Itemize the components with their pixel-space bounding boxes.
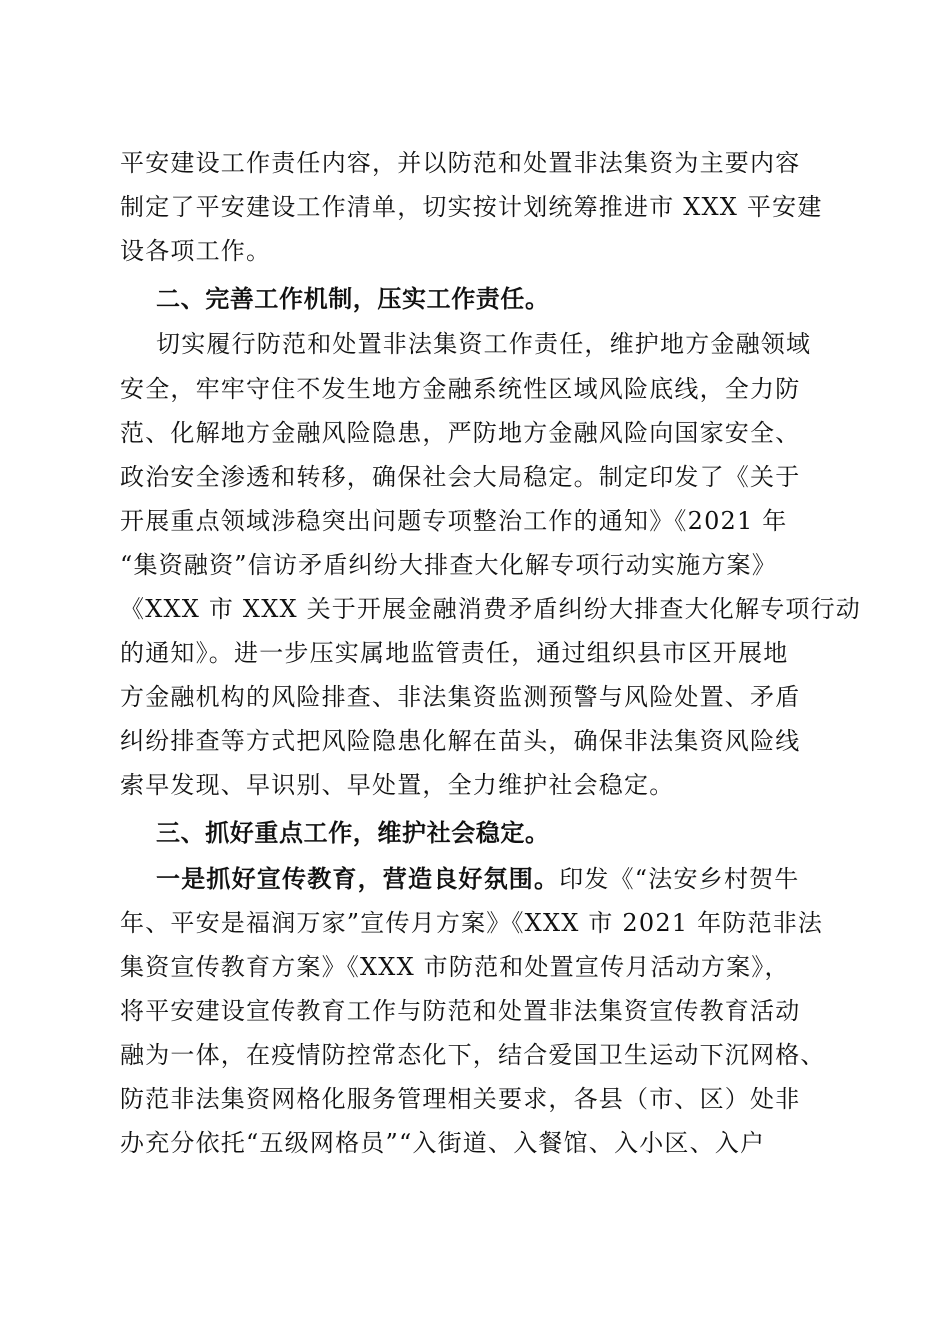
- paragraph-line: 《XXX 市 XXX 关于开展金融消费矛盾纠纷大排查大化解专项行动: [120, 595, 862, 623]
- paragraph-line: 范、化解地方金融风险隐患，严防地方金融风险向国家安全、: [120, 419, 801, 447]
- paragraph-line: 融为一体，在疫情防控常态化下，结合爱国卫生运动下沉网格、: [120, 1041, 826, 1069]
- paragraph-line: 的通知》。进一步压实属地监管责任，通过组织县市区开展地: [120, 639, 789, 667]
- paragraph-line: 制定了平安建设工作清单，切实按计划统筹推进市 XXX 平安建: [120, 193, 823, 221]
- paragraph-line: 纠纷排查等方式把风险隐患化解在苗头，确保非法集资风险线: [120, 727, 801, 755]
- paragraph-line: [156, 862, 876, 896]
- paragraph-line: 开展重点领域涉稳突出问题专项整治工作的通知》《2021 年: [120, 507, 788, 535]
- paragraph-line: 政治安全渗透和转移，确保社会大局稳定。制定印发了《关于: [120, 463, 801, 491]
- paragraph-line: 索早发现、早识别、早处置，全力维护社会稳定。: [120, 771, 675, 799]
- paragraph-line: 年、平安是福润万家”宣传月方案》《XXX 市 2021 年防范非法: [120, 909, 824, 937]
- paragraph-line: 将平安建设宣传教育工作与防范和处置非法集资宣传教育活动: [120, 997, 801, 1025]
- paragraph-line: 平安建设工作责任内容，并以防范和处置非法集资为主要内容: [120, 149, 801, 177]
- paragraph-line: 设各项工作。: [120, 237, 272, 265]
- section-heading: 二、完善工作机制，压实工作责任。: [156, 285, 550, 313]
- paragraph-line: 方金融机构的风险排查、非法集资监测预警与风险处置、矛盾: [120, 683, 801, 711]
- paragraph-line: 集资宣传教育方案》《XXX 市防范和处置宣传月活动方案》，: [120, 953, 790, 981]
- section-heading: 三、抓好重点工作，维护社会稳定。: [156, 819, 550, 847]
- paragraph-line: 办充分依托“五级网格员”“入街道、入餐馆、入小区、入户: [120, 1129, 766, 1157]
- paragraph-line: “集资融资”信访矛盾纠纷大排查大化解专项行动实施方案》: [120, 551, 777, 579]
- paragraph-line: 防范非法集资网格化服务管理相关要求，各县（市、区）处非: [120, 1085, 801, 1113]
- paragraph-text: 印发《“法安乡村贺牛: [559, 865, 800, 893]
- paragraph-line: 安全，牢牢守住不发生地方金融系统性区域风险底线，全力防: [120, 375, 801, 403]
- sub-heading: 一是抓好宣传教育，营造良好氛围。: [156, 865, 560, 893]
- paragraph-line: 切实履行防范和处置非法集资工作责任，维护地方金融领域: [156, 330, 812, 358]
